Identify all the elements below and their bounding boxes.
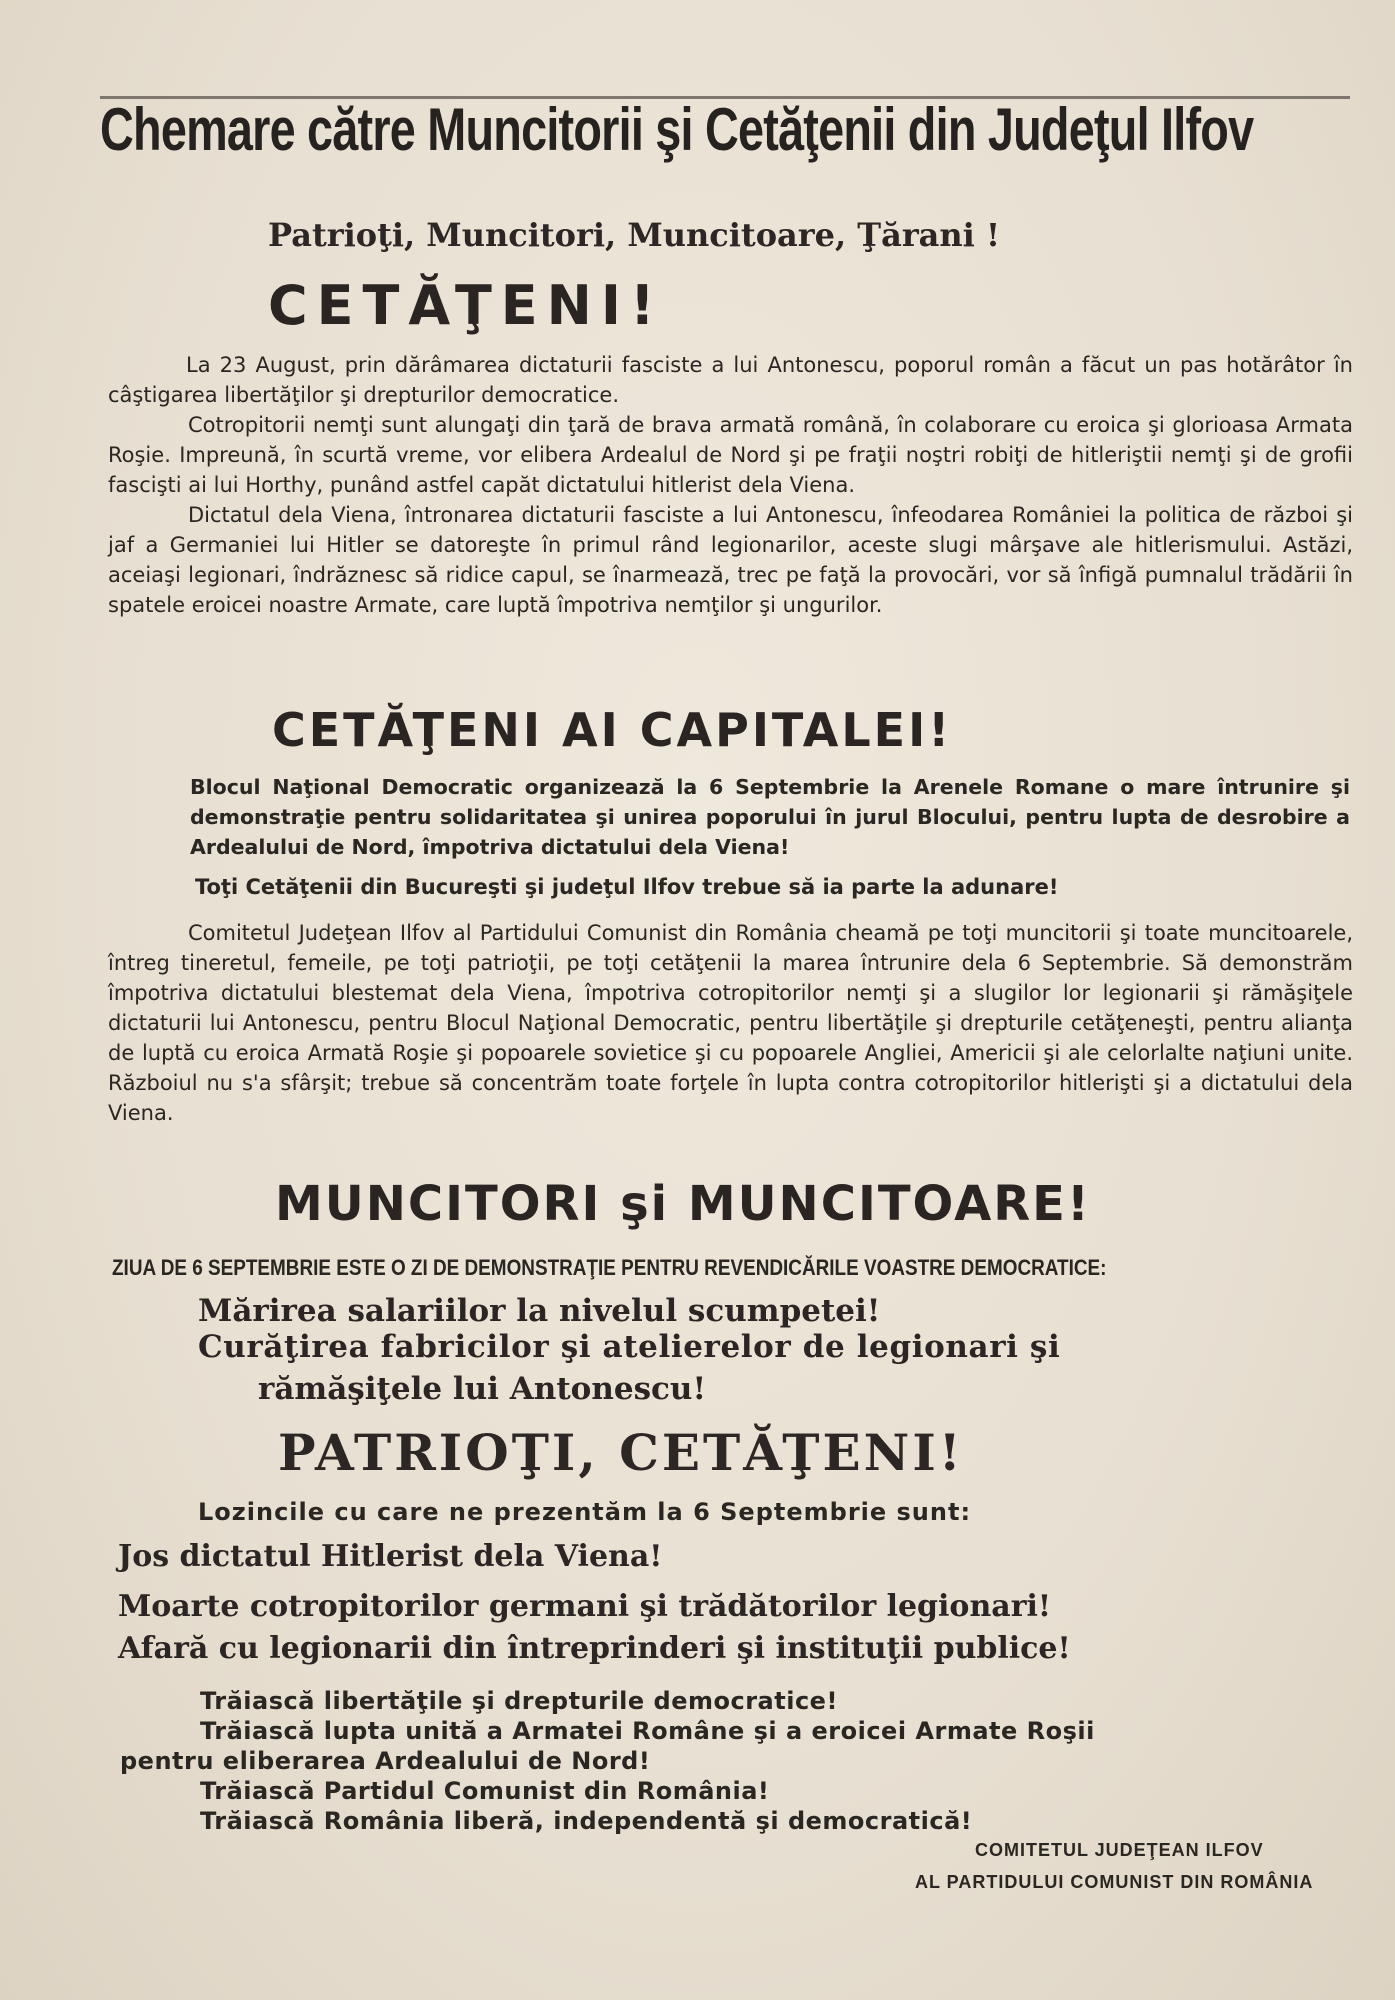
- section-4-intro: Lozincile cu care ne prezentăm la 6 Septembrie sunt:: [198, 1498, 972, 1526]
- section-2-paragraph: Comitetul Judeţean Ilfov al Partidului Comunist din România cheamă pe toţi muncitorii şi toate muncitoarele, întreg tineretul, femeile, pe toţi patrioţii, pe toţi cetăţenii la marea întrunire dela 6 Septembrie. Să demonstrăm împotriva dictatului blestemat dela Viena, împotriva cotropitorilor nemţi şi a slugilor lor legionarii şi rămăşiţele dictaturii lui Antonescu, pentru Blocul Naţional Democratic, pentru libertăţile şi drepturile cetăţeneşti, pentru alianţa de luptă cu eroica Armată Roşie şi popoarele sovietice şi cu popoarele Angliei, Americii şi ale celorlalte naţiuni unite. Războiul nu s'a sfârşit; trebue să concentrăm toate forţele în lupta contra cotropitorilor hitlerişti şi a dictatului dela Viena.: [108, 921, 1353, 1125]
- section-4-slogan-1: Jos dictatul Hitlerist dela Viena!: [118, 1539, 663, 1574]
- vivat-line-5: Trăiască România liberă, independentă şi democratică!: [200, 1807, 973, 1835]
- vivat-line-3: pentru eliberarea Ardealului de Nord!: [120, 1747, 651, 1775]
- section-3-slogan-2: Curăţirea fabricilor şi atelierelor de legionari şi: [198, 1329, 1061, 1365]
- section-2-bold-text: Blocul Naţional Democratic organizează la 6 Septembrie la Arenele Romane o mare întrunire şi demonstraţie pentru solidaritatea şi unirea poporului în jurul Blocului, pentru lupta de desrobire a Ardealului de Nord, împotriva dictatului dela Viena!: [190, 775, 1350, 859]
- vivat-line-2: Trăiască lupta unită a Armatei Române şi a eroicei Armate Roşii: [200, 1717, 1095, 1745]
- vivat-line-4: Trăiască Partidul Comunist din România!: [200, 1777, 770, 1805]
- section-4-slogan-2: Moarte cotropitorilor germani şi trădătorilor legionari!: [118, 1589, 1052, 1624]
- section-3-slogan-1: Mărirea salariilor la nivelul scumpetei!: [198, 1293, 881, 1329]
- poster-title: Chemare către Muncitorii şi Cetăţenii din Judeţul Ilfov: [100, 96, 1254, 163]
- section-1-paragraph-2: Cotropitorii nemţi sunt alungaţi din ţară de brava armată română, în colaborare cu eroica şi glorioasa Armata Roşie. Impreună, în scurtă vreme, vor elibera Ardealul de Nord şi pe fraţii noştri robiţi de hitleriştii nemţi şi de grofii fascişti ai lui Horthy, punând astfel capăt dictatului hitlerist dela Viena.: [108, 413, 1353, 497]
- header-patriots-citizens: PATRIOŢI, CETĂŢENI!: [278, 1423, 964, 1482]
- section-1-paragraph-1: La 23 August, prin dărâmarea dictaturii fasciste a lui Antonescu, poporul român a făcut un pas hotărâtor în câştigarea libertăţilor şi drepturilor democratice.: [108, 353, 1353, 407]
- header-citizens-capital: CETĂŢENI AI CAPITALEI!: [272, 703, 953, 757]
- section-3-slogan-3: rămăşiţele lui Antonescu!: [258, 1371, 707, 1407]
- section-1-paragraph-3: Dictatul dela Viena, întronarea dictaturii fasciste a lui Antonescu, înfeodarea României la politica de război şi jaf a Germaniei lui Hitler se datoreşte în primul rând legionarilor, aceste slugi mârşave ale hitlerismului. Astăzi, aceiaşi legionari, îndrăznesc să ridice capul, se înarmează, trec pe faţă la provocări, vor să înfigă pumnalul trădării în spatele eroicei noastre Armate, care luptă împotriva nemţilor şi ungurilor.: [108, 503, 1353, 617]
- section-4-slogan-3: Afară cu legionarii din întreprinderi şi instituţii publice!: [118, 1631, 1071, 1666]
- section-3-caps: ZIUA DE 6 SEPTEMBRIE ESTE O ZI DE DEMONSTRAŢIE PENTRU REVENDICĂRILE VOASTRE DEMOCRATICE:: [112, 1255, 1107, 1280]
- header-citizens: CETĂŢENI!: [268, 274, 664, 337]
- signature-line-2: AL PARTIDULUI COMUNIST DIN ROMÂNIA: [915, 1872, 1314, 1892]
- section-5-vivat: [120, 1686, 1360, 1836]
- header-workers: MUNCITORI şi MUNCITOARE!: [275, 1176, 1091, 1232]
- signature-line-1: COMITETUL JUDEŢEAN ILFOV: [975, 1840, 1264, 1860]
- vivat-line-1: Trăiască libertăţile şi drepturile democratice!: [200, 1687, 838, 1715]
- section-2-text: [108, 918, 1353, 1128]
- header-patriots: Patrioţi, Muncitori, Muncitoare, Ţărani !: [268, 216, 1001, 254]
- section-2-call: Toţi Cetăţenii din Bucureşti şi judeţul Ilfov trebue să ia parte la adunare!: [195, 875, 1059, 899]
- section-1-text: [108, 350, 1353, 620]
